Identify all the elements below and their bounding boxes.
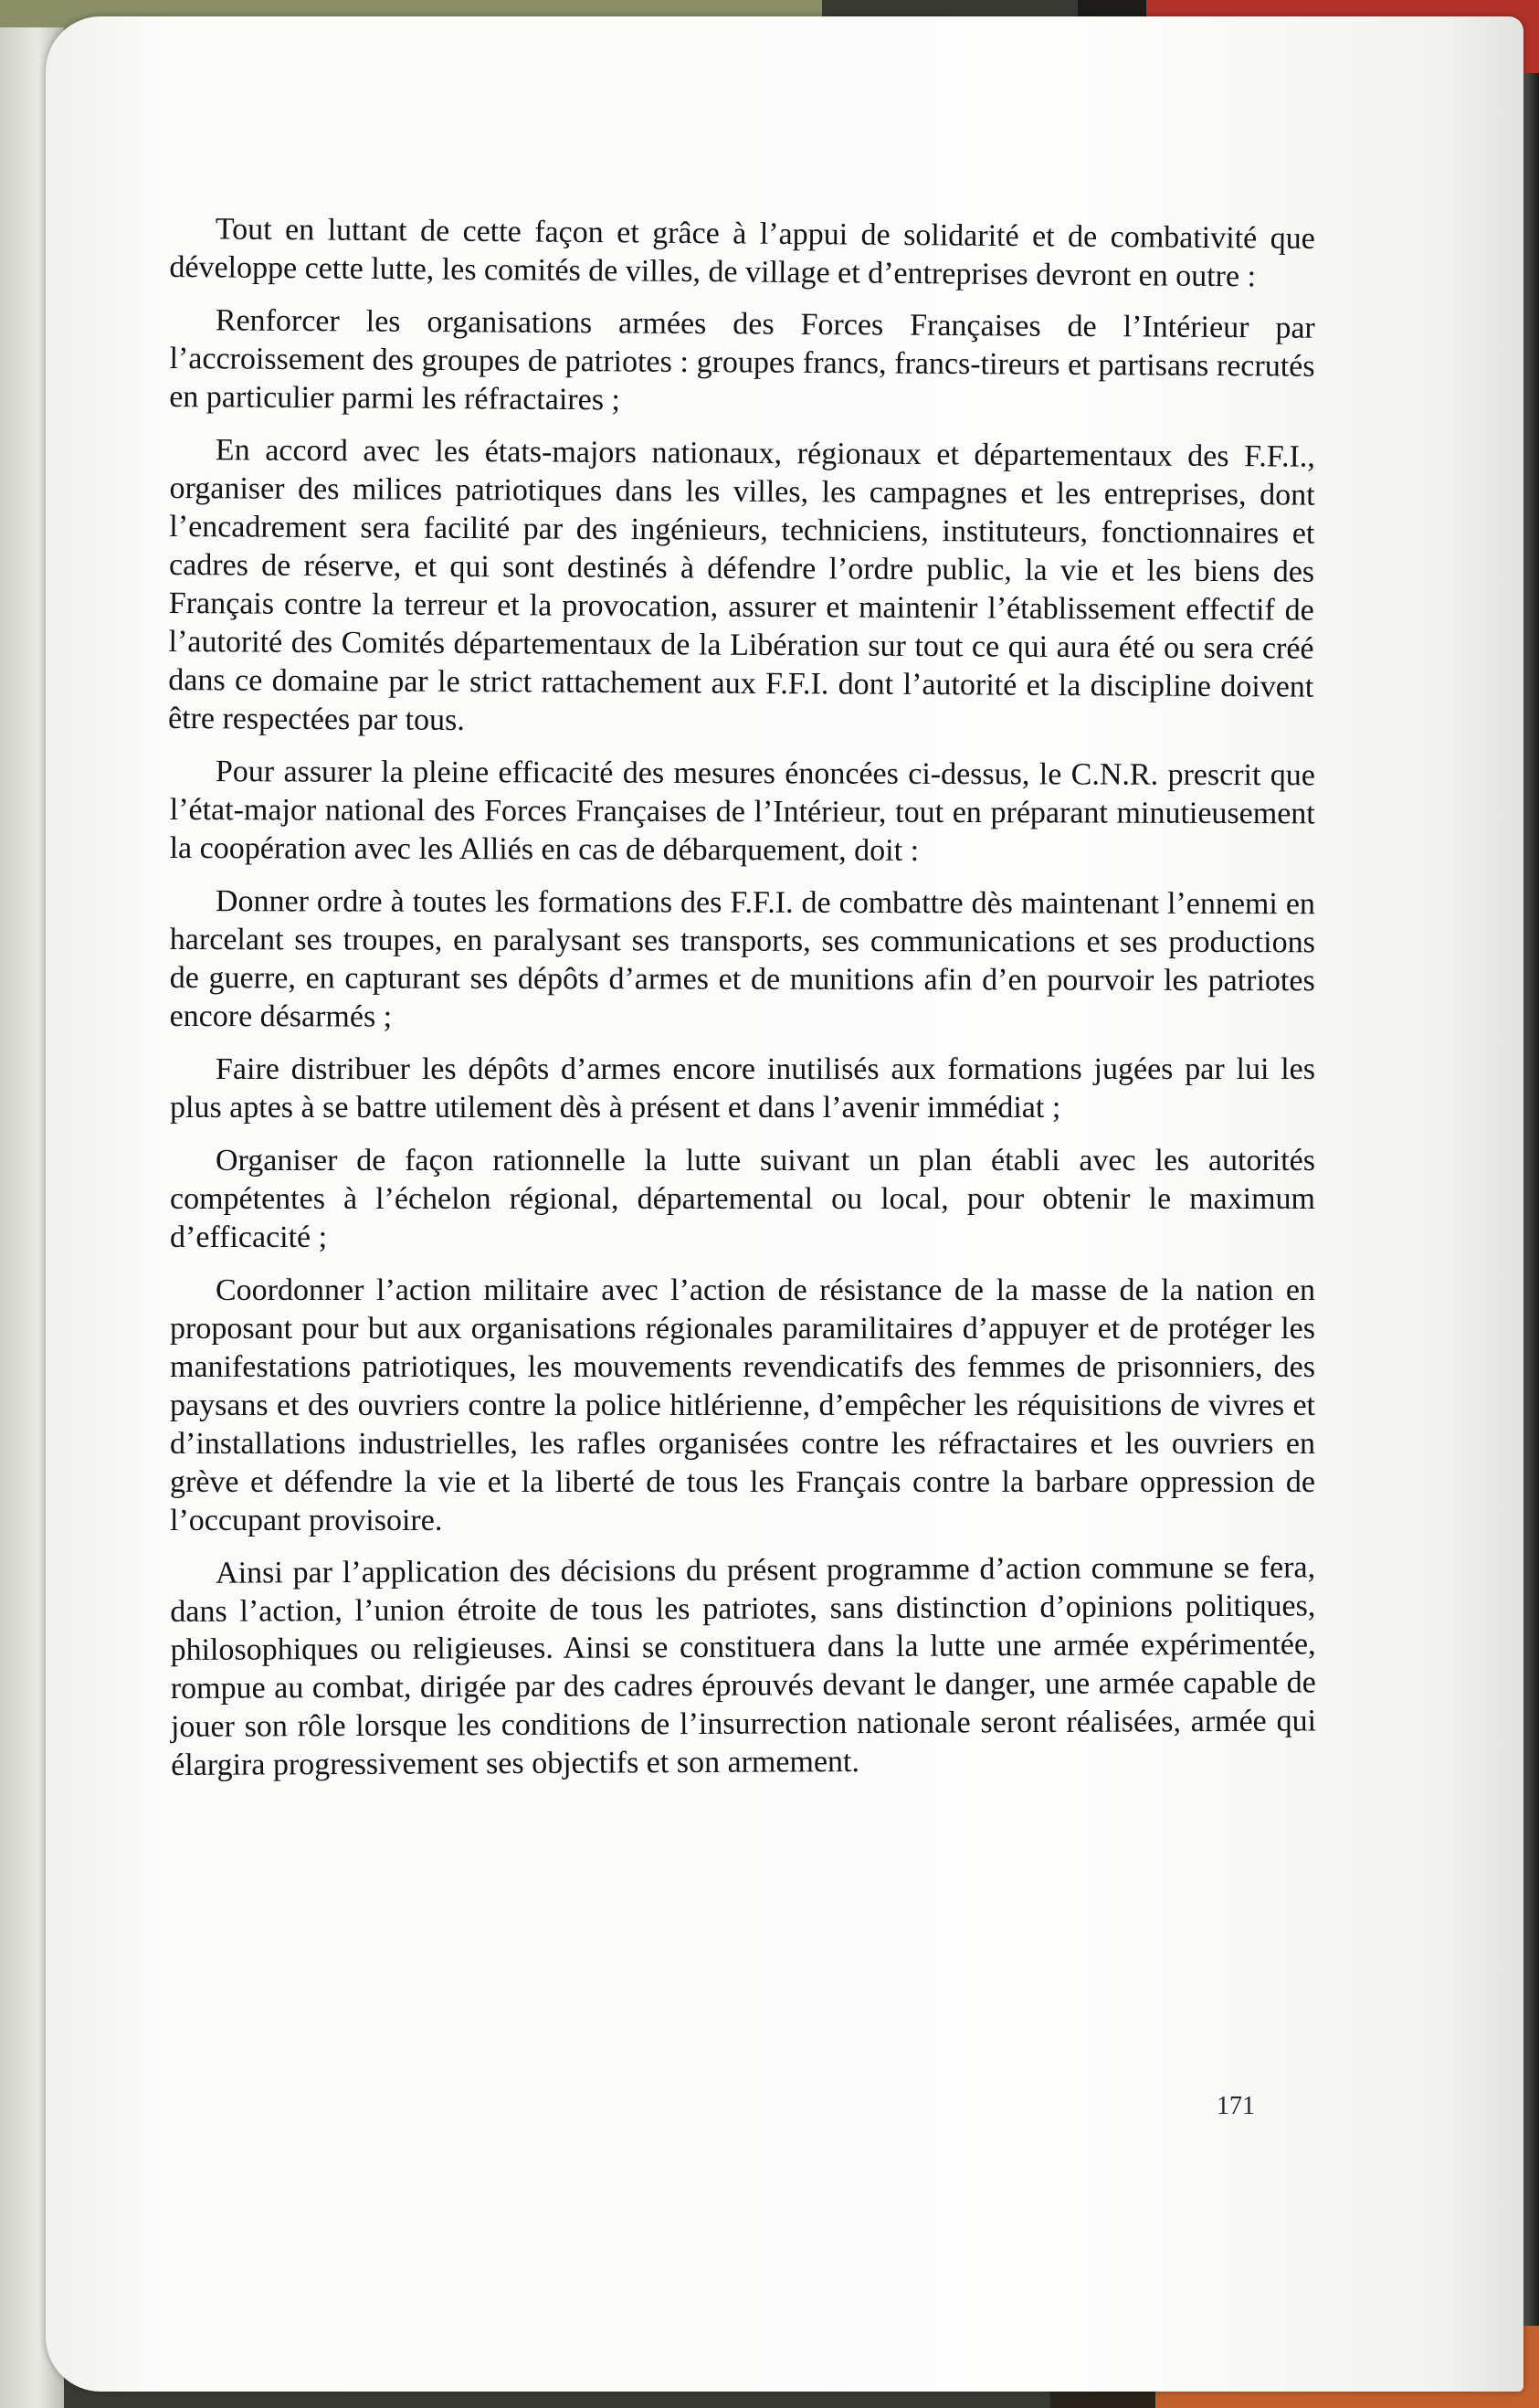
page-number: 171 <box>1217 2092 1255 2120</box>
paragraph: Tout en luttant de cette façon et grâce à l’appui de solidarité et de combativité que développe cette lutte, les comités de villes, de village et d’entreprises devront en outre : <box>169 212 1315 294</box>
book-page <box>46 16 1523 2392</box>
paragraph: Renforcer les organisations armées des Forces Françaises de l’Intérieur par l’accroissement des groupes de patriotes : groupes francs, francs-tireurs et partisans recrutés en particulier parmi les réfractaires ; <box>169 303 1315 417</box>
paragraph: En accord avec les états-majors nationaux, régionaux et départementaux des F.F.I., organiser des milices patriotiques dans les villes, les campagnes et les entreprises, dont l’encadrement sera facilité par des ingénieurs, techniciens, instituteurs, fonctionnaires et cadres de réserve, et qui sont destinés à défendre l’ordre public, la vie et les biens des Français contre la terreur et la provocation, assurer et maintenir l’établissement effectif de l’autorité des Comités départementaux de la Libération sur tout ce qui aura été ou sera créé dans ce domaine par le strict rattachement aux F.F.I. dont l’autorité et la discipline doivent être respectées par tous. <box>167 433 1315 737</box>
paragraph: Coordonner l’action militaire avec l’action de résistance de la masse de la nation en proposant pour but aux organisations régionales paramilitaires d’appuyer et de protéger les manifestations patriotiques, les mouvements revendicatifs des femmes de prisonniers, des paysans et des ouvriers contre la police hitlérienne, d’empêcher les réquisitions de vivres et d’installations industrielles, les rafles organisées contre les réfractaires et les ouvriers en grève et défendre la vie et la liberté de tous les Français contre la barbare oppression de l’occupant provisoire. <box>170 1273 1315 1537</box>
paragraph: Ainsi par l’application des décisions du présent programme d’action commune se fera, dans l’action, l’union étroite de tous les patriotes, sans distinction d’opinions politiques, philosophiques ou religieuses. Ainsi se constituera dans la lutte une armée expérimentée, rompue au combat, dirigée par des cadres éprouvés devant le danger, une armée capable de jouer son rôle lorsque les conditions de l’insurrection nationale seront réalisées, armée qui élargira progressivement ses objectifs et son armement. <box>170 1550 1317 1782</box>
paragraph: Donner ordre à toutes les formations des F.F.I. de combattre dès maintenant l’ennemi en harcelant ses troupes, en paralysant ses transports, ses communications et ses productions de guerre, en capturant ses dépôts d’armes et de munitions afin d’en pourvoir les patriotes encore désarmés ; <box>169 884 1315 1034</box>
paragraph: Organiser de façon rationnelle la lutte suivant un plan établi avec les autorités compétentes à l’échelon régional, départemental ou local, pour obtenir le maximum d’efficacité ; <box>170 1144 1315 1254</box>
paragraph: Faire distribuer les dépôts d’armes encore inutilisés aux formations jugées par lui les plus aptes à se battre utilement dès à présent et dans l’avenir immédiat ; <box>170 1052 1315 1125</box>
page-body <box>167 210 1317 1800</box>
paragraph: Pour assurer la pleine efficacité des mesures énoncées ci-dessus, le C.N.R. prescrit que l’état-major national des Forces Françaises de l’Intérieur, tout en préparant minutieusement la coopération avec les Alliés en cas de débarquement, doit : <box>169 755 1315 868</box>
